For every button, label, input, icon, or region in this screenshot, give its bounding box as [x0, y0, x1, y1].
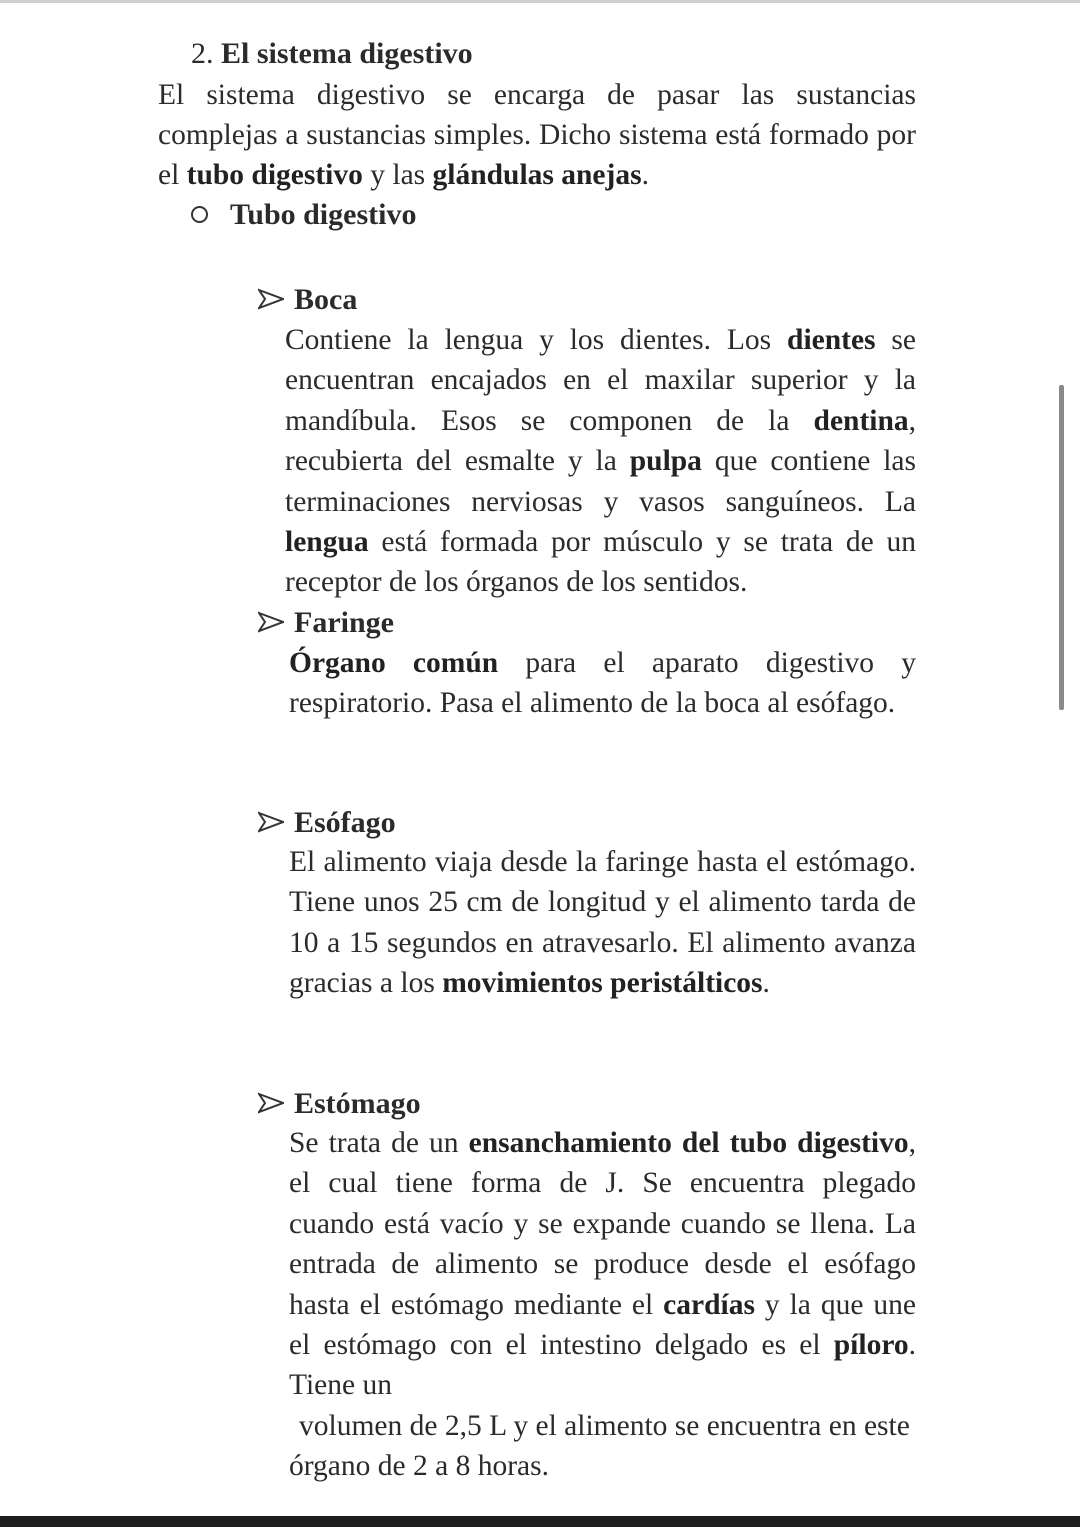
term: movimientos peristálticos — [442, 967, 763, 1000]
text: El alimento viaja desde la faringe hasta el estómago. Tiene unos 25 cm de longitud y el alimento tarda de 10 a 15 segundos en atravesarlo. El alimento avanza gracias a los — [289, 846, 916, 1000]
organ-text-boca — [285, 320, 916, 603]
text: volumen de 2,5 L y el alimento se encuentra en este órgano de 2 a 8 horas. — [289, 1410, 910, 1483]
scrollbar[interactable] — [1059, 385, 1064, 710]
term: dientes — [787, 324, 876, 356]
term: dentina — [813, 404, 909, 437]
arrow-bullet-icon — [258, 611, 284, 633]
circle-bullet-icon — [191, 206, 208, 223]
organ-text-esofago — [289, 842, 916, 1004]
intro-text: . — [641, 159, 649, 191]
intro-text: El sistema digestivo se encarga de pasar las sustancias complejas a sustancias simples. Dicho sistema está formado por el — [158, 79, 916, 191]
organ-title: Esófago — [294, 806, 396, 839]
organ-text-estomago — [289, 1123, 916, 1406]
text: . — [762, 967, 770, 1000]
arrow-bullet-icon — [258, 288, 284, 310]
arrow-bullet-icon — [258, 811, 284, 833]
text: y la que une el estómago con el intestino delgado es el — [289, 1288, 916, 1362]
term: lengua — [285, 526, 369, 559]
text: se encuentran encajados en el maxilar superior y la mandíbula. Esos se componen de la — [285, 324, 916, 437]
organ-title: Estómago — [294, 1087, 421, 1120]
term-glandulas-anejas: glándulas anejas — [432, 159, 642, 191]
organ-text-estomago-end — [289, 1406, 916, 1487]
text: para el aparato digestivo y respiratorio. Pasa el alimento de la boca al esófago. — [289, 647, 916, 720]
term-tubo-digestivo: tubo digestivo — [186, 159, 363, 191]
term: cardías — [663, 1288, 755, 1321]
organ-heading-estomago — [258, 1084, 421, 1124]
organ-text-faringe — [289, 643, 916, 724]
section-title-text: El sistema digestivo — [221, 37, 473, 70]
text: . Tiene un — [289, 1329, 916, 1402]
text: Contiene la lengua y los dientes. Los — [285, 324, 788, 356]
text: , recubierta del esmalte y la — [285, 404, 916, 478]
section-number: 2. — [191, 37, 214, 70]
organ-title: Faringe — [294, 606, 394, 639]
term: Órgano común — [289, 647, 499, 679]
term: ensanchamiento del tubo digestivo — [468, 1127, 909, 1159]
subsection-label: Tubo digestivo — [230, 198, 417, 231]
section-title — [191, 34, 473, 74]
organ-heading-esofago — [258, 803, 396, 843]
intro-text: y las — [362, 159, 433, 191]
text: Se trata de un — [289, 1127, 469, 1159]
text: , el cual tiene forma de J. Se encuentra plegado cuando está vacío y se expande cuando se llena. La entrada de alimento se produce desde el esófago hasta el estómago mediante el — [289, 1127, 917, 1321]
organ-heading-faringe — [258, 603, 394, 643]
bottom-edge — [0, 1516, 1080, 1527]
subsection-heading — [191, 195, 416, 235]
text: está formada por músculo y se trata de un receptor de los órganos de los sentidos. — [285, 526, 916, 599]
term: píloro — [833, 1329, 909, 1362]
top-edge — [0, 0, 1080, 3]
intro-paragraph — [158, 75, 916, 195]
organ-heading-boca — [258, 280, 357, 320]
text: que contiene las terminaciones nerviosas y vasos sanguíneos. La — [285, 445, 916, 518]
arrow-bullet-icon — [258, 1092, 284, 1114]
organ-title: Boca — [294, 283, 358, 316]
term: pulpa — [629, 445, 702, 478]
